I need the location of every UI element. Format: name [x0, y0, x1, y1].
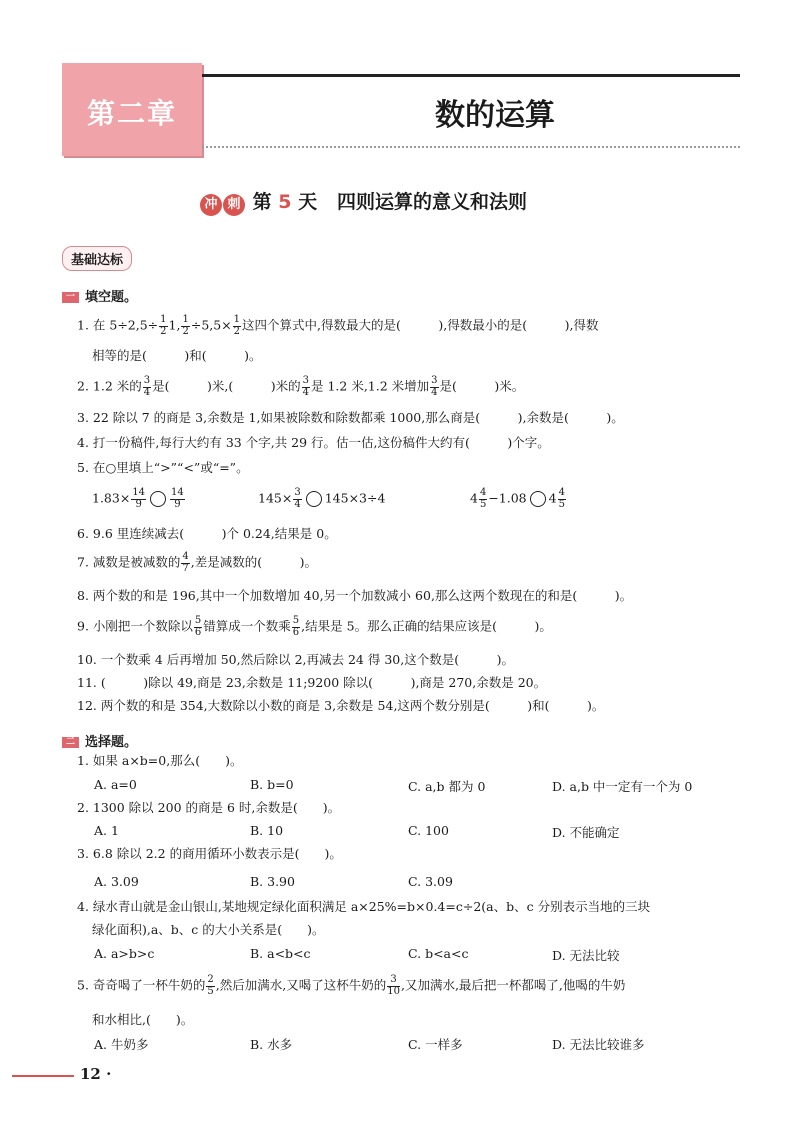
dotted-divider — [202, 146, 740, 148]
choice-q1: 1. 如果 a×b=0,那么( )。 — [77, 753, 243, 768]
chapter-label: 第二章 — [86, 97, 177, 130]
fill-q12: 12. 两个数的和是 354,大数除以小数的商是 3,余数是 54,这两个数分别是( )和( )。 — [77, 698, 605, 713]
option-d[interactable]: D. 无法比较 — [552, 948, 620, 963]
option-c[interactable]: C. a,b 都为 0 — [408, 779, 486, 794]
option-a[interactable]: A. a>b>c — [94, 946, 155, 961]
option-d[interactable]: D. 不能确定 — [552, 825, 620, 840]
choice-q5: 5. 奇奇喝了一杯牛奶的 $\frac{2}{5}$ ,然后加满水,又喝了这杯牛奶的 $\frac{3}{10}$ ,又加满水,最后把一杯都喝了,他喝的牛奶 — [77, 974, 626, 997]
fill-q11: 11. ( )除以 49,商是 23,余数是 11;9200 除以( ),商是 270,余数是 20。 — [77, 675, 547, 690]
fill-q1: 1. 在 5÷2,5÷ $\frac{1}{2}$ 1, $\frac{1}{2}$ ÷5,5× $\frac{1}{2}$ 这四个算式中,得数最大的是( ),得数最小的是( ),得数 — [77, 314, 599, 337]
option-a[interactable]: A. a=0 — [94, 777, 137, 792]
day-topic: 四则运算的意义和法则 — [337, 191, 528, 213]
option-c[interactable]: C. 一样多 — [408, 1037, 463, 1052]
compare-a: 1.83× $\frac{14}{9}$ $\frac{14}{9}$ — [92, 487, 184, 510]
part1-heading — [62, 286, 137, 305]
page-number: 12 · — [80, 1065, 112, 1083]
compare-c: 4 $\frac{4}{5}$ −1.08 4 $\frac{4}{5}$ — [470, 487, 565, 510]
compare-b: 145× $\frac{3}{4}$ 145×3÷4 — [258, 487, 386, 510]
choice-q3: 3. 6.8 除以 2.2 的商用循环小数表示是( )。 — [77, 846, 342, 861]
part2-title: 选择题。 — [85, 735, 138, 750]
option-a[interactable]: A. 牛奶多 — [94, 1037, 149, 1052]
part2-heading — [62, 731, 137, 750]
fill-q5: 5. 在○里填上“>”“<”或“=”。 — [77, 460, 249, 475]
fill-q2: 2. 1.2 米的 $\frac{3}{4}$ 是( )米,( )米的 $\frac{3}{4}$ 是 1.2 米,1.2 米增加 $\frac{3}{4}$ 是( )米。 — [77, 375, 525, 398]
option-a[interactable]: A. 1 — [94, 823, 119, 838]
compare-circle[interactable] — [530, 491, 546, 507]
part1-mark: 一 — [62, 292, 79, 303]
fill-q6: 6. 9.6 里连续减去( )个 0.24,结果是 0。 — [77, 526, 337, 541]
option-c[interactable]: C. b<a<c — [408, 946, 469, 961]
day-suffix: 天 — [298, 191, 318, 213]
choice-q2: 2. 1300 除以 200 的商是 6 时,余数是( )。 — [77, 800, 341, 815]
fill-q10: 10. 一个数乘 4 后再增加 50,然后除以 2,再减去 24 得 30,这个数是( )。 — [77, 652, 514, 667]
fill-q4: 4. 打一份稿件,每行大约有 33 个字,共 29 行。估一估,这份稿件大约有( )个字。 — [77, 435, 550, 450]
header-rule — [202, 74, 740, 77]
badge-ci: 刺 — [223, 194, 245, 216]
fill-q3: 3. 22 除以 7 的商是 3,余数是 1,如果被除数和除数都乘 1000,那么商是( ),余数是( )。 — [77, 410, 624, 425]
option-b[interactable]: B. 水多 — [250, 1037, 293, 1052]
option-b[interactable]: B. 3.90 — [250, 874, 295, 889]
option-d[interactable]: D. 无法比较谁多 — [552, 1037, 645, 1052]
footer-rule — [12, 1075, 74, 1077]
option-b[interactable]: B. b=0 — [250, 777, 294, 792]
day-number: 5 — [278, 191, 292, 213]
fill-q9: 9. 小刚把一个数除以 $\frac{5}{6}$ 错算成一个数乘 $\frac{5}{6}$ ,结果是 5。那么正确的结果应该是( )。 — [77, 615, 552, 638]
choice-q4: 4. 绿水青山就是金山银山,某地规定绿化面积满足 a×25%=b×0.4=c÷2(a、b、c 分别表示当地的三块 — [77, 899, 651, 914]
fill-q7: 7. 减数是被减数的 $\frac{4}{7}$ ,差是减数的( )。 — [77, 551, 318, 574]
option-a[interactable]: A. 3.09 — [94, 874, 139, 889]
part1-title: 填空题。 — [85, 290, 138, 305]
fill-q1-cont: 相等的是( )和( )。 — [92, 348, 262, 363]
compare-circle[interactable] — [306, 491, 322, 507]
option-c[interactable]: C. 100 — [408, 823, 449, 838]
choice-q5-cont: 和水相比,( )。 — [92, 1012, 194, 1027]
option-b[interactable]: B. a<b<c — [250, 946, 311, 961]
chapter-title: 数的运算 — [435, 98, 555, 133]
option-b[interactable]: B. 10 — [250, 823, 284, 838]
frac-1-2: $\frac{1}{2}$ — [160, 314, 167, 337]
fill-q8: 8. 两个数的和是 196,其中一个加数增加 40,另一个加数减小 60,那么这两个数现在的和是( )。 — [77, 588, 633, 603]
choice-q4-cont: 绿化面积),a、b、c 的大小关系是( )。 — [92, 922, 325, 937]
option-c[interactable]: C. 3.09 — [408, 874, 453, 889]
option-d[interactable]: D. a,b 中一定有一个为 0 — [552, 779, 693, 794]
section-basic: 基础达标 — [62, 246, 132, 271]
day-title — [200, 187, 620, 216]
compare-circle[interactable] — [150, 491, 166, 507]
day-prefix: 第 — [252, 191, 272, 213]
part2-mark: 二 — [62, 737, 79, 748]
badge-chong: 冲 — [200, 194, 222, 216]
